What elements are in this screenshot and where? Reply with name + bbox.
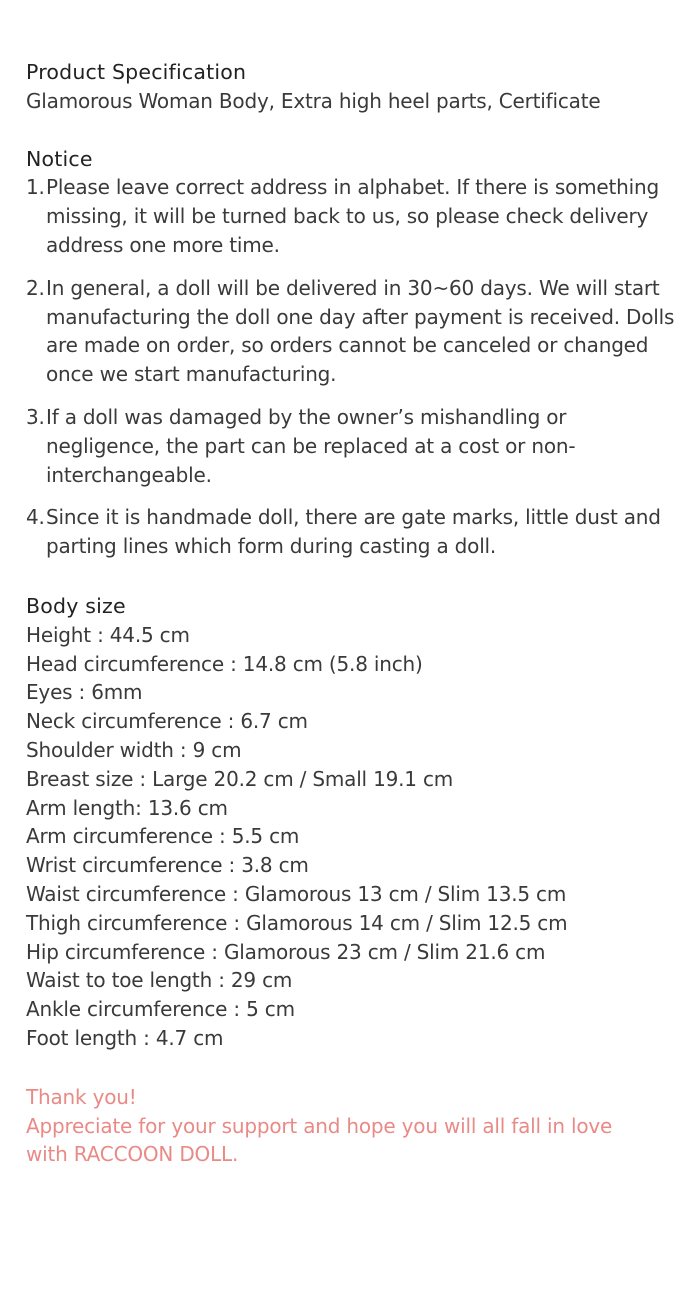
- product-info-page: [26, 58, 686, 1169]
- notice-list: [26, 173, 686, 561]
- notice-item-text: If a doll was damaged by the owner’s mishandling or negligence, the part can be replaced at a cost or non-interchangeable.: [46, 404, 576, 487]
- product-specification-text: Glamorous Woman Body, Extra high heel parts, Certificate: [26, 88, 601, 113]
- body-size-line: Arm circumference : 5.5 cm: [26, 824, 300, 849]
- notice-section: [26, 145, 686, 561]
- thank-you-section: [26, 1083, 686, 1169]
- notice-item-number: 2.: [26, 275, 45, 300]
- body-size-line: Height : 44.5 cm: [26, 622, 190, 647]
- body-size-line: Neck circumference : 6.7 cm: [26, 709, 308, 734]
- body-size-line: Breast size : Large 20.2 cm / Small 19.1 cm: [26, 766, 454, 791]
- product-specification-heading: Product Specification: [26, 60, 247, 84]
- notice-item-4: [26, 503, 686, 561]
- thank-you-message: Appreciate for your support and hope you will all fall in love with RACCOON DOLL.: [26, 1113, 613, 1167]
- notice-heading: Notice: [26, 146, 93, 171]
- body-size-line: Head circumference : 14.8 cm (5.8 inch): [26, 651, 423, 676]
- body-size-line: Wrist circumference : 3.8 cm: [26, 853, 309, 878]
- body-size-line: Shoulder width : 9 cm: [26, 737, 242, 762]
- body-size-line: Arm length: 13.6 cm: [26, 795, 228, 820]
- product-specification-section: [26, 58, 686, 116]
- thank-you-title: Thank you!: [26, 1084, 137, 1109]
- body-size-line: Foot length : 4.7 cm: [26, 1025, 224, 1050]
- body-size-line: Waist circumference : Glamorous 13 cm / Slim 13.5 cm: [26, 881, 567, 906]
- body-size-line: Hip circumference : Glamorous 23 cm / Slim 21.6 cm: [26, 939, 546, 964]
- notice-item-number: 4.: [26, 505, 45, 530]
- body-size-line: Eyes : 6mm: [26, 680, 143, 705]
- notice-item-1: [26, 173, 686, 259]
- body-size-line: Waist to toe length : 29 cm: [26, 968, 293, 993]
- body-size-line: Ankle circumference : 5 cm: [26, 997, 295, 1022]
- notice-item-text: In general, a doll will be delivered in 30~60 days. We will start manufacturing the doll one day after payment is received. Dolls are made on order, so orders cannot be canceled or changed once we start manufacturing.: [46, 275, 675, 387]
- body-size-line: Thigh circumference : Glamorous 14 cm / Slim 12.5 cm: [26, 910, 568, 935]
- notice-item-number: 3.: [26, 404, 45, 429]
- body-size-heading: Body size: [26, 593, 126, 618]
- notice-item-number: 1.: [26, 175, 45, 200]
- notice-item-2: [26, 274, 686, 389]
- notice-item-3: [26, 403, 686, 489]
- notice-item-text: Please leave correct address in alphabet. If there is something missing, it will be turned back to us, so please check delivery address one more time.: [46, 175, 659, 257]
- body-size-section: [26, 592, 686, 1053]
- notice-item-text: Since it is handmade doll, there are gate marks, little dust and parting lines which form during casting a doll.: [46, 505, 661, 559]
